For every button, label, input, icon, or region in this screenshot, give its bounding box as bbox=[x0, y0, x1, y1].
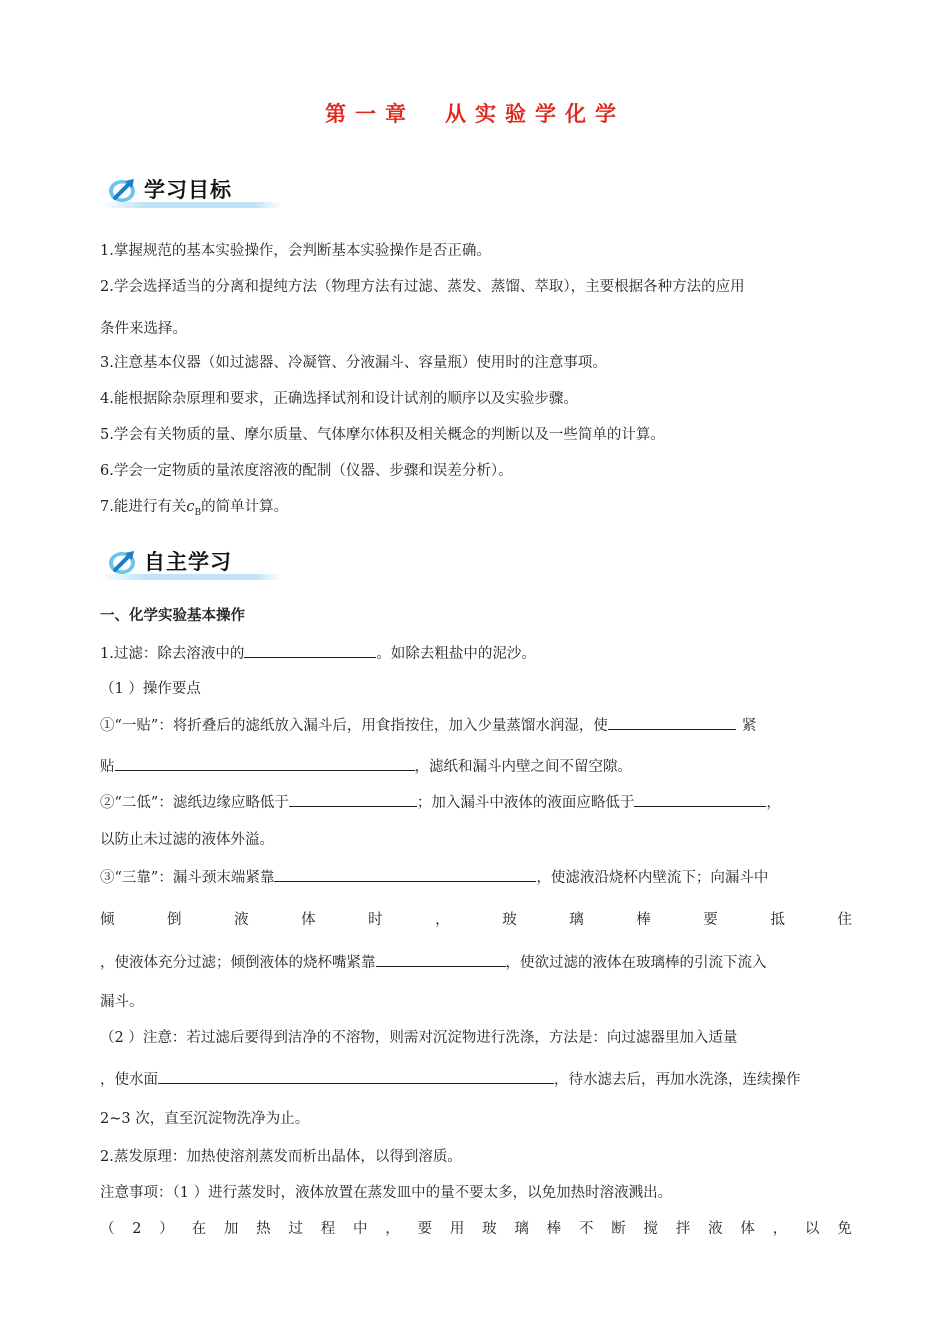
char: 玻 bbox=[502, 912, 517, 928]
filter-line-12 bbox=[100, 1069, 801, 1090]
char: 倒 bbox=[167, 912, 182, 928]
objective-2: 2.学会选择适当的分离和提纯方法（物理方法有过滤、蒸发、蒸馏、萃取），主要根据各种方法的应用 bbox=[100, 279, 745, 295]
filter-line-6: 以防止未过滤的液体外溢。 bbox=[100, 832, 274, 848]
char: 加 bbox=[223, 1221, 239, 1237]
text: ，滤纸和漏斗内壁之间不留空隙。 bbox=[414, 759, 632, 775]
char: 时 bbox=[368, 912, 383, 928]
char: 过 bbox=[288, 1221, 303, 1237]
banner-underline bbox=[100, 574, 282, 580]
filter-line-7 bbox=[100, 867, 768, 888]
c-symbol: c bbox=[186, 499, 195, 515]
char: ， bbox=[385, 1221, 400, 1237]
char: 用 bbox=[449, 1221, 465, 1237]
char: 住 bbox=[837, 912, 852, 928]
char: 要 bbox=[703, 912, 718, 928]
char: 以 bbox=[804, 1221, 820, 1237]
objective-7-post: 的简单计算。 bbox=[201, 499, 289, 515]
text: ，使滤液沿烧杯内壁流下；向漏斗中 bbox=[536, 870, 769, 886]
char: 中 bbox=[352, 1221, 368, 1237]
char: 体 bbox=[740, 1221, 755, 1237]
char: 热 bbox=[256, 1221, 271, 1237]
char: 拌 bbox=[675, 1221, 691, 1237]
filter-line-8 bbox=[100, 910, 852, 930]
text: ②“二低”：滤纸边缘应略低于 bbox=[100, 795, 289, 811]
text: ③“三靠”：漏斗颈末端紧靠 bbox=[100, 870, 275, 886]
text: ，使液体充分过滤；倾倒液体的烧杯嘴紧靠 bbox=[100, 955, 376, 971]
text: ①“一贴”：将折叠后的滤纸放入漏斗后，用食指按住，加入少量蒸馏水润湿，使 bbox=[100, 718, 608, 734]
objective-5: 5.学会有关物质的量、摩尔质量、气体摩尔体积及相关概念的判断以及一些简单的计算。 bbox=[100, 427, 665, 443]
text: ，使欲过滤的液体在玻璃棒的引流下流入 bbox=[505, 955, 767, 971]
self-study-banner-title: 自主学习 bbox=[144, 550, 232, 574]
objective-6: 6.学会一定物质的量浓度溶液的配制（仪器、步骤和误差分析）。 bbox=[100, 463, 513, 479]
objective-4: 4.能根据除杂原理和要求，正确选择试剂和设计试剂的顺序以及实验步骤。 bbox=[100, 391, 578, 407]
banner-underline bbox=[100, 202, 282, 208]
char: 棒 bbox=[546, 1221, 562, 1237]
char: 液 bbox=[708, 1221, 723, 1237]
page-title: 第一章 从实验学化学 bbox=[325, 102, 625, 126]
char: 不 bbox=[578, 1221, 594, 1237]
text: 贴 bbox=[100, 759, 115, 775]
filter-line-1 bbox=[100, 643, 536, 664]
filter-line-11: （2 ）注意：若过滤后要得到洁净的不溶物，则需对沉淀物进行洗涤，方法是：向过滤器里加入适量 bbox=[100, 1030, 738, 1046]
evap-line-1: 2.蒸发原理：加热使溶剂蒸发而析出晶体，以得到溶质。 bbox=[100, 1149, 462, 1165]
char: （ bbox=[100, 1221, 115, 1237]
char: ， bbox=[772, 1221, 788, 1237]
char: 璃 bbox=[569, 912, 584, 928]
fill-blank[interactable] bbox=[608, 715, 736, 730]
section-heading: 一、化学实验基本操作 bbox=[100, 608, 245, 624]
objective-2-cont: 条件来选择。 bbox=[100, 321, 187, 337]
c-subscript: B bbox=[194, 507, 202, 518]
char: 断 bbox=[611, 1221, 626, 1237]
objective-7-pre: 7.能进行有关 bbox=[100, 499, 187, 515]
text: 紧 bbox=[741, 718, 757, 734]
objective-3: 3.注意基本仪器（如过滤器、冷凝管、分液漏斗、容量瓶）使用时的注意事项。 bbox=[100, 355, 607, 371]
char: 在 bbox=[191, 1221, 207, 1237]
filter-line-10: 漏斗。 bbox=[100, 994, 144, 1010]
char: 抵 bbox=[770, 912, 785, 928]
fill-blank[interactable] bbox=[289, 792, 417, 807]
filter-line-2: （1 ）操作要点 bbox=[100, 681, 201, 697]
fill-blank[interactable] bbox=[376, 952, 506, 967]
text: ， bbox=[766, 795, 781, 811]
objectives-banner-title: 学习目标 bbox=[144, 178, 232, 202]
fill-blank[interactable] bbox=[244, 643, 376, 658]
text: ，待水滤去后，再加水洗涤，连续操作 bbox=[554, 1072, 801, 1088]
char: 倾 bbox=[100, 912, 115, 928]
char: 免 bbox=[837, 1221, 852, 1237]
text: 。如除去粗盐中的泥沙。 bbox=[376, 646, 536, 662]
text: ，使水面 bbox=[100, 1072, 158, 1088]
self-study-banner bbox=[100, 542, 282, 582]
char: 璃 bbox=[514, 1221, 529, 1237]
text: 1.过滤：除去溶液中的 bbox=[100, 646, 245, 662]
objective-1: 1.掌握规范的基本实验操作，会判断基本实验操作是否正确。 bbox=[100, 243, 491, 259]
text: ；加入漏斗中液体的液面应略低于 bbox=[416, 795, 635, 811]
char: 体 bbox=[301, 912, 316, 928]
char: 玻 bbox=[482, 1221, 497, 1237]
char: 2 bbox=[132, 1221, 142, 1237]
filter-line-9 bbox=[100, 952, 767, 973]
fill-blank[interactable] bbox=[274, 867, 536, 882]
filter-line-4 bbox=[100, 756, 632, 777]
char: 搅 bbox=[643, 1221, 659, 1237]
evap-line-3 bbox=[100, 1219, 852, 1239]
filter-line-3 bbox=[100, 715, 756, 736]
fill-blank[interactable] bbox=[115, 756, 415, 771]
char: 液 bbox=[234, 912, 249, 928]
fill-blank[interactable] bbox=[158, 1069, 554, 1084]
filter-line-13: 2~3 次，直至沉淀物洗净为止。 bbox=[100, 1111, 310, 1127]
fill-blank[interactable] bbox=[634, 792, 766, 807]
objective-7 bbox=[100, 497, 288, 523]
char: 程 bbox=[320, 1221, 336, 1237]
evap-line-2: 注意事项：（1 ）进行蒸发时，液体放置在蒸发皿中的量不要太多，以免加热时溶液溅出。 bbox=[100, 1185, 673, 1201]
char: ， bbox=[435, 912, 450, 928]
char: 棒 bbox=[636, 912, 651, 928]
filter-line-5 bbox=[100, 792, 781, 813]
char: 要 bbox=[417, 1221, 433, 1237]
char: ） bbox=[159, 1221, 174, 1237]
objectives-banner bbox=[100, 170, 282, 210]
